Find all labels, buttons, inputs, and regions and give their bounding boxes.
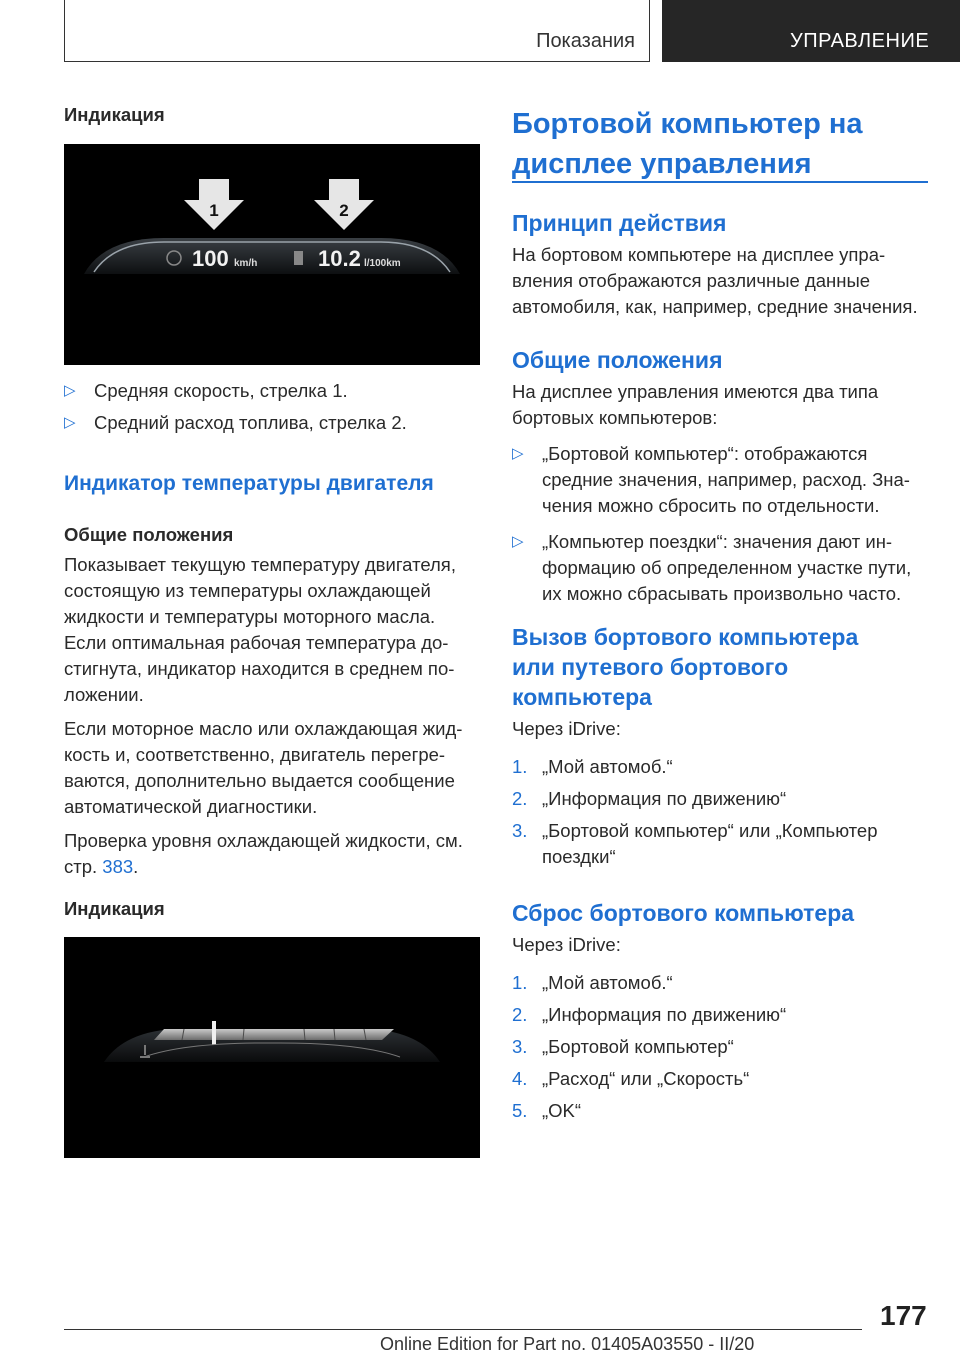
bullet-marker-icon: ▷	[512, 533, 524, 550]
header-section-tab	[64, 0, 650, 62]
step-item: 3. „Бортовой компьютер“ или „Компьютер поездки“	[512, 820, 878, 867]
bullet-item: ▷ „Бортовой компьютер“: отображаются средние значения, например, расход. Зна- чения можно сбросить по отдельности.	[512, 443, 910, 516]
bullet-item: ▷ „Компьютер поездки“: значения дают ин- формацию об определенном участке пути, их можно сбрасывать произвольно часто.	[512, 531, 912, 604]
page-number: 177	[880, 1300, 927, 1331]
step-item: 1. „Мой автомоб.“	[512, 756, 673, 777]
paragraph-3: Проверка уровня охлаждающей жидкости, см. стр. 383.	[64, 830, 463, 877]
reset-via-label: Через iDrive:	[512, 934, 621, 955]
footer-edition: Online Edition for Part no. 01405A03550 - II/20	[380, 1334, 755, 1354]
step-item: 5. „OK“	[512, 1100, 582, 1121]
step-item: 2. „Информация по движению“	[512, 1004, 787, 1025]
call-section	[512, 622, 932, 870]
step-item: 4. „Расход“ или „Скорость“	[512, 1068, 750, 1089]
paragraph-1: Показывает текущую температуру двигателя, состоящую из температуры охлаждающей жидкости и температуры моторного масла. Если оптимальная рабочая температура до- стигнута, индикатор находится в среднем по- ложении.	[64, 554, 456, 705]
engine-temp-body	[64, 522, 484, 880]
heading-engine-temperature: Индикатор температуры двигателя	[64, 472, 434, 495]
bullet-item: ▷ Средний расход топлива, стрелка 2.	[64, 410, 484, 436]
reset-section	[512, 898, 932, 1124]
arrow-1-icon	[184, 179, 244, 230]
section-tab-label: Показания	[536, 30, 635, 52]
figure-average-values	[64, 144, 480, 365]
temperature-gauge-image	[64, 937, 480, 1158]
bullet-marker-icon: ▷	[64, 382, 76, 399]
svg-text:km/h: km/h	[234, 258, 258, 269]
gauge-needle	[212, 1021, 216, 1045]
svg-text:10.2: 10.2	[318, 246, 361, 271]
subheading-general: Общие положения	[64, 524, 234, 545]
step-item: 3. „Бортовой компьютер“	[512, 1036, 734, 1057]
figure-temperature-gauge	[64, 937, 480, 1158]
cluster-display-image	[64, 144, 480, 365]
step-item: 2. „Информация по движению“	[512, 788, 787, 809]
heading-display-2: Индикация	[64, 898, 165, 919]
principle-section: Принцип действия На бортовом компьютере на дисплее упра- вления отображаются различные данные автомобиля, как, например, средние значения.	[512, 208, 932, 320]
general-bullets	[512, 441, 932, 607]
svg-text:l/100km: l/100km	[364, 258, 401, 269]
general-section: Общие положения На дисплее управления имеются два типа бортовых компьютеров: ▷ „Бортовой компьютер“: отображаются средние значения, например, расход. Зна- чения можно сбросить по отдельности. ▷ „Компьютер поездки“: значения дают ин- формацию об определенном участке пути, их можно сбрасывать произвольно часто.	[512, 345, 932, 607]
left-column	[64, 104, 484, 126]
fuel-pump-icon	[294, 251, 303, 265]
svg-text:2: 2	[339, 201, 349, 220]
page-title: Бортовой компьютер на дисплее управления	[512, 108, 863, 180]
title-underline	[512, 181, 928, 183]
engine-temp-section	[64, 472, 484, 496]
reset-steps	[512, 970, 932, 1124]
bullets-average	[64, 378, 484, 436]
heading-call-computer: Вызов бортового компьютера или путевого бортового компьютера	[512, 624, 859, 710]
heading-reset-computer: Сброс бортового компьютера	[512, 900, 855, 926]
paragraph-2: Если моторное масло или охлаждающая жид- кость и, соответственно, двигатель перегре- ваются, дополнительно выдается сообщение автоматической диагностики.	[64, 718, 463, 817]
step-item: 1. „Мой автомоб.“	[512, 972, 673, 993]
svg-text:100: 100	[192, 246, 229, 271]
chapter-label: УПРАВЛЕНИЕ	[790, 30, 930, 52]
heading-display-1: Индикация	[64, 104, 165, 125]
call-via-label: Через iDrive:	[512, 718, 621, 739]
bullet-item: ▷ Средняя скорость, стрелка 1.	[64, 378, 484, 404]
page-reference-link[interactable]: 383	[102, 856, 134, 877]
arrow-2-icon	[314, 179, 374, 230]
bullet-marker-icon: ▷	[512, 445, 524, 462]
footer-divider	[64, 1329, 862, 1330]
svg-text:1: 1	[209, 201, 219, 220]
heading-display-2-wrap	[64, 898, 484, 920]
call-steps	[512, 754, 932, 870]
heading-general: Общие положения	[512, 347, 723, 373]
right-column-title	[512, 104, 928, 184]
header-chapter-tab	[662, 0, 960, 62]
bullet-marker-icon: ▷	[64, 414, 76, 431]
heading-principle: Принцип действия	[512, 210, 727, 236]
